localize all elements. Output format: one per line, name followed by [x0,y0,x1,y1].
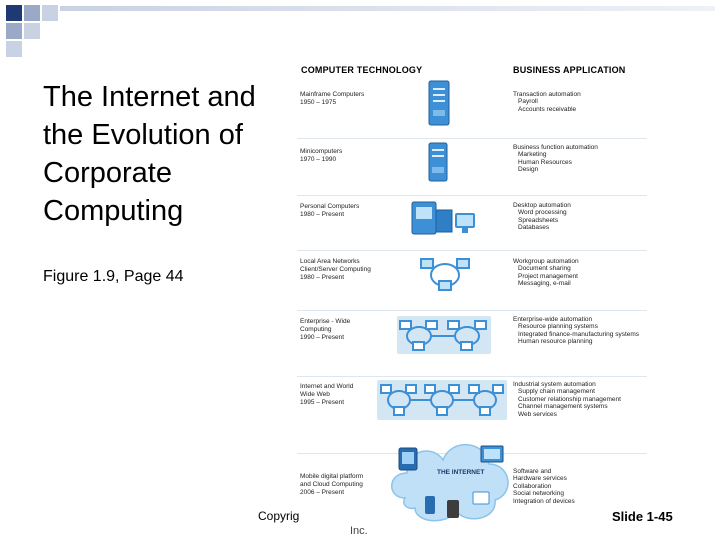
era-tech-mobile-cloud: Mobile digital platform and Cloud Computing 2006 – Present [300,473,364,496]
row-divider [297,250,647,251]
row-divider [297,138,647,139]
row-divider [297,195,647,196]
deco-square [6,41,22,57]
row-divider [297,376,647,377]
personal-computer-icon [410,200,478,236]
figure-header-technology: COMPUTER TECHNOLOGY [301,65,423,75]
deco-square [24,5,40,21]
copyright-inc: Inc. [350,525,368,537]
corporate-computing-figure [297,58,647,530]
top-divider-line [60,6,715,11]
slide-title: The Internet and the Evolution of Corporate Computing [43,81,256,227]
era-tech-personal: Personal Computers 1980 – Present [300,203,360,218]
era-tech-minicomputers: Minicomputers 1970 – 1990 [300,148,343,163]
figure-caption: Figure 1.9, Page 44 [43,268,184,285]
cloud-label: THE INTERNET [437,469,485,476]
deco-square [42,5,58,21]
copyright-text: Copyrig [258,509,300,523]
internet-network-icon [377,380,507,420]
slide-number: Slide 1-45 [612,509,673,524]
era-biz-mobile-cloud: Software and Hardware services Collaboration Social networking Integration of devices [513,468,575,505]
era-biz-function: Business function automation Marketing Human Resources Design [513,144,598,174]
deco-square [6,5,22,21]
era-tech-internet: Internet and World Wide Web 1995 – Present [300,383,354,406]
figure-header-business: BUSINESS APPLICATION [513,65,626,75]
enterprise-network-icon [397,316,491,354]
mainframe-icon [428,80,450,126]
minicomputer-icon [428,142,448,182]
era-biz-workgroup: Workgroup automation Document sharing Project management Messaging, e-mail [513,258,579,288]
era-tech-mainframe: Mainframe Computers 1950 – 1975 [300,91,365,106]
deco-square [24,23,40,39]
era-biz-enterprise: Enterprise-wide automation Resource planning systems Integrated finance-manufacturing systems Human resource planning [513,316,640,346]
cloud-icon [385,428,517,528]
era-biz-industrial: Industrial system automation Supply chain management Customer relationship management Channel management systems Web services [513,381,621,418]
era-tech-enterprise: Enterprise - Wide Computing 1990 – Present [300,318,351,341]
era-biz-transaction: Transaction automation Payroll Accounts receivable [513,91,581,113]
era-biz-desktop: Desktop automation Word processing Spreadsheets Databases [513,202,571,232]
era-tech-lan: Local Area Networks Client/Server Computing 1980 – Present [300,258,371,281]
row-divider [297,310,647,311]
deco-square [6,23,22,39]
local-area-network-icon [420,255,470,295]
